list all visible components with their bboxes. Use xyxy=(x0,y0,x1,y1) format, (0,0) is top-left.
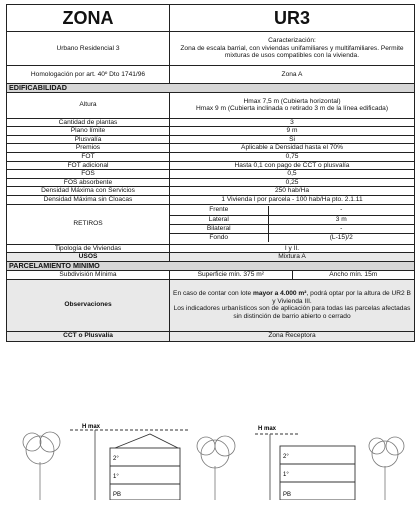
subdivision-values xyxy=(170,270,415,279)
retiro-fondo-name: Fondo xyxy=(170,233,268,242)
fot-value: 0,75 xyxy=(170,152,415,161)
retiro-frente-value: - xyxy=(268,206,414,215)
fot-adicional-value: Hasta 0,1 con pago de CCT o plusvalía xyxy=(170,161,415,170)
premios-label: Premios xyxy=(7,144,170,153)
subdivision-ancho: Ancho mín. 15m xyxy=(292,271,415,279)
retiro-bilateral-name: Bilateral xyxy=(170,224,268,233)
zone-characterization: Caracterización: Zona de escala barrial, con viviendas unifamiliares y multifamiliares. Permite mixturas de usos compatibles con la vivienda. xyxy=(170,32,415,66)
densidad-cloacas-value: 1 Vivienda l por parcela - 100 hab/Ha pto. 2.1.11 xyxy=(170,195,415,204)
fot-label: FOT xyxy=(7,152,170,161)
usos-value: Mixtura A xyxy=(170,253,415,262)
observaciones-text-1 xyxy=(172,290,412,305)
tree-middle xyxy=(197,436,235,500)
cct-value: Zona Receptora xyxy=(170,331,415,341)
observaciones-pre: En caso de contar con lote xyxy=(173,290,253,298)
densidad-servicios-value: 250 hab/Ha xyxy=(170,187,415,196)
tree-left xyxy=(23,432,60,500)
edificabilidad-section: EDIFICABILIDAD xyxy=(7,84,415,93)
subdivision-superficie: Superficie mín. 375 m² xyxy=(197,270,264,278)
zona-header: ZONA xyxy=(7,5,170,32)
tipologia-label: Tipología de Viviendas xyxy=(7,244,170,253)
floor-1-right: 1° xyxy=(283,472,289,478)
usos-label: USOS xyxy=(7,253,170,262)
homologacion-label: Homologación por art. 40º Dto 1741/96 xyxy=(7,66,170,84)
homologacion-value: Zona A xyxy=(170,66,415,84)
densidad-servicios-label: Densidad Máxima con Servicios xyxy=(7,187,170,196)
retiros-values xyxy=(170,204,415,244)
floor-pb-right: PB xyxy=(283,492,292,498)
observaciones-post: , podrá optar por la altura de UR2 B y Vivienda III. xyxy=(272,290,411,305)
zone-code-header: UR3 xyxy=(170,5,415,32)
floor-1-left: 1° xyxy=(113,474,119,480)
floor-2-right: 2° xyxy=(283,454,289,460)
zone-name: Urbano Residencial 3 xyxy=(7,32,170,66)
parcelamiento-section: PARCELAMIENTO MINIMO xyxy=(7,262,415,271)
altura-value-line1: Hmax 7,5 m (Cubierta horizontal) xyxy=(243,97,341,105)
cantidad-plantas-value: 3 xyxy=(170,118,415,127)
retiro-lateral-value: 3 m xyxy=(268,215,414,224)
zoning-sheet xyxy=(6,4,414,342)
altura-label: Altura xyxy=(7,92,170,118)
observaciones-value xyxy=(170,279,415,331)
fos-label: FOS xyxy=(7,170,170,179)
tipologia-value: I y II. xyxy=(170,244,415,253)
plusvalia-label: Plusvalía xyxy=(7,135,170,144)
observaciones-label: Observaciones xyxy=(7,279,170,331)
tree-right xyxy=(369,437,404,500)
retiro-fondo-value: (L-15)/2 xyxy=(268,233,414,242)
retiro-lateral-name: Lateral xyxy=(170,215,268,224)
altura-value-line2: Hmax 9 m (Cubierta inclinada o retirado 3 m de la línea edificada) xyxy=(195,105,389,113)
observaciones-bold: mayor a 4.000 m² xyxy=(252,290,307,298)
floor-2-left: 2° xyxy=(113,456,119,462)
retiro-frente-name: Frente xyxy=(170,206,268,215)
hmax-label-right: H max xyxy=(258,426,277,432)
plano-limite-label: Plano límite xyxy=(7,127,170,136)
floor-pb-left: PB xyxy=(113,492,122,498)
fos-value: 0,5 xyxy=(170,170,415,179)
fos-absorbente-value: 0,25 xyxy=(170,178,415,187)
retiros-subtable xyxy=(170,206,414,242)
plano-limite-value: 9 m xyxy=(170,127,415,136)
cct-label: CCT o Plusvalía xyxy=(7,331,170,341)
fos-absorbente-label: FOS absorbente xyxy=(7,178,170,187)
building-left xyxy=(70,430,190,500)
retiro-bilateral-value: - xyxy=(268,224,414,233)
subdivision-label: Subdivisión Mínima xyxy=(7,270,170,279)
plusvalia-value: Si xyxy=(170,135,415,144)
densidad-cloacas-label: Densidad Máxima sin Cloacas xyxy=(7,195,170,204)
fot-adicional-label: FOT adicional xyxy=(7,161,170,170)
hmax-label-left: H max xyxy=(82,424,101,430)
zoning-table xyxy=(6,4,415,342)
premios-value: Aplicable a Densidad hasta el 70% xyxy=(170,144,415,153)
retiros-label: RETIROS xyxy=(7,204,170,244)
height-diagram xyxy=(0,420,420,500)
building-right xyxy=(255,434,355,500)
observaciones-text-2: Los indicadores urbanísticos son de aplicación para todas las parcelas afectadas sin distinción de barrio abierto o cerrado xyxy=(173,305,411,320)
building-sections-svg xyxy=(0,420,420,500)
altura-value xyxy=(170,92,415,118)
cantidad-plantas-label: Cantidad de plantas xyxy=(7,118,170,127)
